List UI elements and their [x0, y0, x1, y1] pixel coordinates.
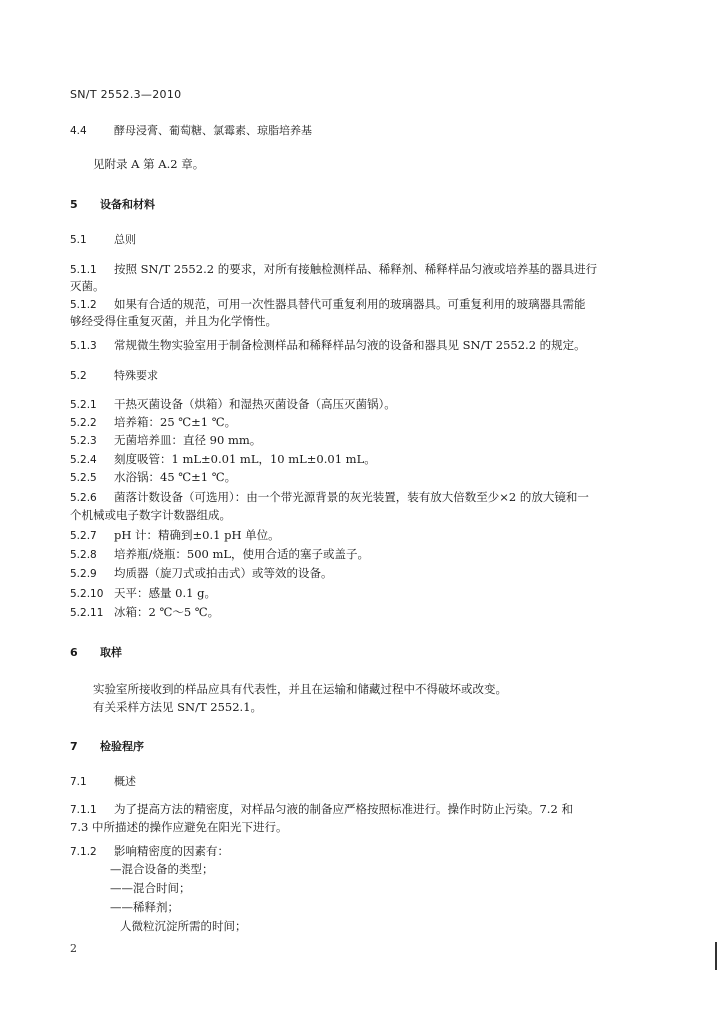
clause-number: 5.2.3 [70, 435, 97, 447]
list-item [110, 862, 695, 876]
clause-text: 如果有合适的规范，可用一次性器具替代可重复利用的玻璃器具。可重复利用的玻璃器具需能 [114, 297, 586, 311]
clause-text: 总则 [114, 233, 136, 246]
text-line [70, 586, 655, 601]
clause-text: ——混合时间； [110, 881, 191, 895]
clause-text: 见附录 A 第 A.2 章。 [93, 157, 205, 171]
clause-text: 特殊要求 [114, 369, 158, 382]
text-line [70, 605, 655, 620]
text-line [70, 508, 655, 522]
list-item [110, 881, 695, 895]
text-line [70, 490, 655, 505]
clause-text: 菌落计数设备（可选用）：由一个带光源背景的灰光装置，装有放大倍数至少×2 的放大镜和一 [114, 490, 589, 504]
text-line [70, 297, 655, 312]
page-number: 2 [70, 942, 77, 955]
clause-text: 培养瓶/烧瓶：500 mL，使用合适的塞子或盖子。 [114, 547, 370, 561]
clause-number: 5.1.3 [70, 340, 97, 352]
clause-text: 7.3 中所描述的操作应避免在阳光下进行。 [70, 820, 288, 834]
clause-text: 为了提高方法的精密度，对样品匀液的制备应严格按照标准进行。操作时防止污染。7.2 和 [114, 802, 573, 816]
clause-text: 取样 [100, 646, 122, 659]
text-line [70, 844, 655, 859]
clause-number: 5.2.9 [70, 568, 97, 580]
clause-number: 5.2.5 [70, 472, 97, 484]
clause-number: 5.2 [70, 370, 87, 382]
clause-text: 设备和材料 [100, 198, 155, 211]
clause-text: 干热灭菌设备（烘箱）和湿热灭菌设备（高压灭菌锅）。 [114, 397, 396, 411]
text-line [70, 470, 655, 485]
clause-text: 培养箱：25 ℃±1 ℃。 [114, 415, 237, 429]
clause-number: 5.2.8 [70, 549, 97, 561]
clause-text: 实验室所接收到的样品应具有代表性，并且在运输和储藏过程中不得破坏或改变。 [93, 682, 507, 696]
clause-text: 按照 SN/T 2552.2 的要求，对所有接触检测样品、稀释剂、稀释样品匀液或培养基的器具进行 [114, 262, 598, 276]
clause-number: 6 [70, 646, 78, 659]
clause-text: 常规微生物实验室用于制备检测样品和稀释样品匀液的设备和器具见 SN/T 2552.2 的规定。 [114, 338, 586, 352]
clause-text: 酵母浸膏、葡萄糖、氯霉素、琼脂培养基 [114, 124, 312, 137]
clause-text: 均质器（旋刀式或拍击式）或等效的设备。 [114, 566, 333, 580]
clause-number: 5.1.1 [70, 264, 97, 276]
clause-text: 灭菌。 [70, 279, 105, 293]
text-line [93, 157, 678, 171]
clause-text: 检验程序 [100, 740, 144, 753]
list-item [110, 900, 695, 914]
text-line [70, 547, 655, 562]
clause-number: 5.2.4 [70, 454, 97, 466]
section-heading [70, 233, 655, 247]
clause-number: 7.1 [70, 776, 87, 788]
text-line [70, 433, 655, 448]
paragraph-line [93, 682, 678, 696]
list-item [120, 919, 705, 933]
clause-number: 5.2.7 [70, 530, 97, 542]
text-line [70, 820, 655, 834]
clause-number: 5.1.2 [70, 299, 97, 311]
clause-number: 7.1.1 [70, 804, 97, 816]
clause-number: 7 [70, 740, 78, 753]
clause-text: 个机械或电子数字计数器组成。 [70, 508, 231, 522]
clause-number: 5.2.6 [70, 492, 97, 504]
clause-text: 够经受得住重复灭菌，并且为化学惰性。 [70, 314, 277, 328]
clause-text: 天平：感量 0.1 g。 [114, 586, 216, 600]
scan-edge-mark [715, 942, 717, 970]
clause-text: 无菌培养皿：直径 90 mm。 [114, 433, 262, 447]
text-line [70, 314, 655, 328]
text-line [70, 415, 655, 430]
text-line [70, 566, 655, 581]
clause-number: 5.2.11 [70, 607, 104, 619]
clause-text: ——稀释剂； [110, 900, 179, 914]
clause-number: 5 [70, 198, 78, 211]
text-line [70, 397, 655, 412]
clause-number: 5.2.1 [70, 399, 97, 411]
clause-text: 影响精密度的因素有： [114, 844, 229, 858]
text-line [70, 279, 655, 293]
text-line [70, 802, 655, 817]
text-line [70, 452, 655, 467]
clause-text: 概述 [114, 775, 136, 788]
clause-text: 冰箱：2 ℃～5 ℃。 [114, 605, 220, 619]
clause-text: pH 计：精确到±0.1 pH 单位。 [114, 528, 280, 542]
text-line [70, 262, 655, 277]
section-heading [70, 198, 655, 212]
clause-number: 7.1.2 [70, 846, 97, 858]
standard-code-header: SN/T 2552.3—2010 [70, 88, 182, 101]
section-heading [70, 369, 655, 383]
clause-number: 5.2.2 [70, 417, 97, 429]
clause-text: 人微粒沉淀所需的时间； [120, 919, 247, 933]
section-heading [70, 124, 655, 138]
paragraph-line [93, 700, 678, 714]
section-heading [70, 740, 655, 754]
text-line [70, 528, 655, 543]
section-heading [70, 646, 655, 660]
clause-text: 有关采样方法见 SN/T 2552.1。 [93, 700, 263, 714]
section-heading [70, 775, 655, 789]
clause-number: 5.1 [70, 234, 87, 246]
clause-number: 4.4 [70, 125, 87, 137]
clause-number: 5.2.10 [70, 588, 104, 600]
text-line [70, 338, 655, 353]
clause-text: 刻度吸管：1 mL±0.01 mL，10 mL±0.01 mL。 [114, 452, 376, 466]
clause-text: —混合设备的类型； [110, 862, 214, 876]
clause-text: 水浴锅：45 ℃±1 ℃。 [114, 470, 237, 484]
